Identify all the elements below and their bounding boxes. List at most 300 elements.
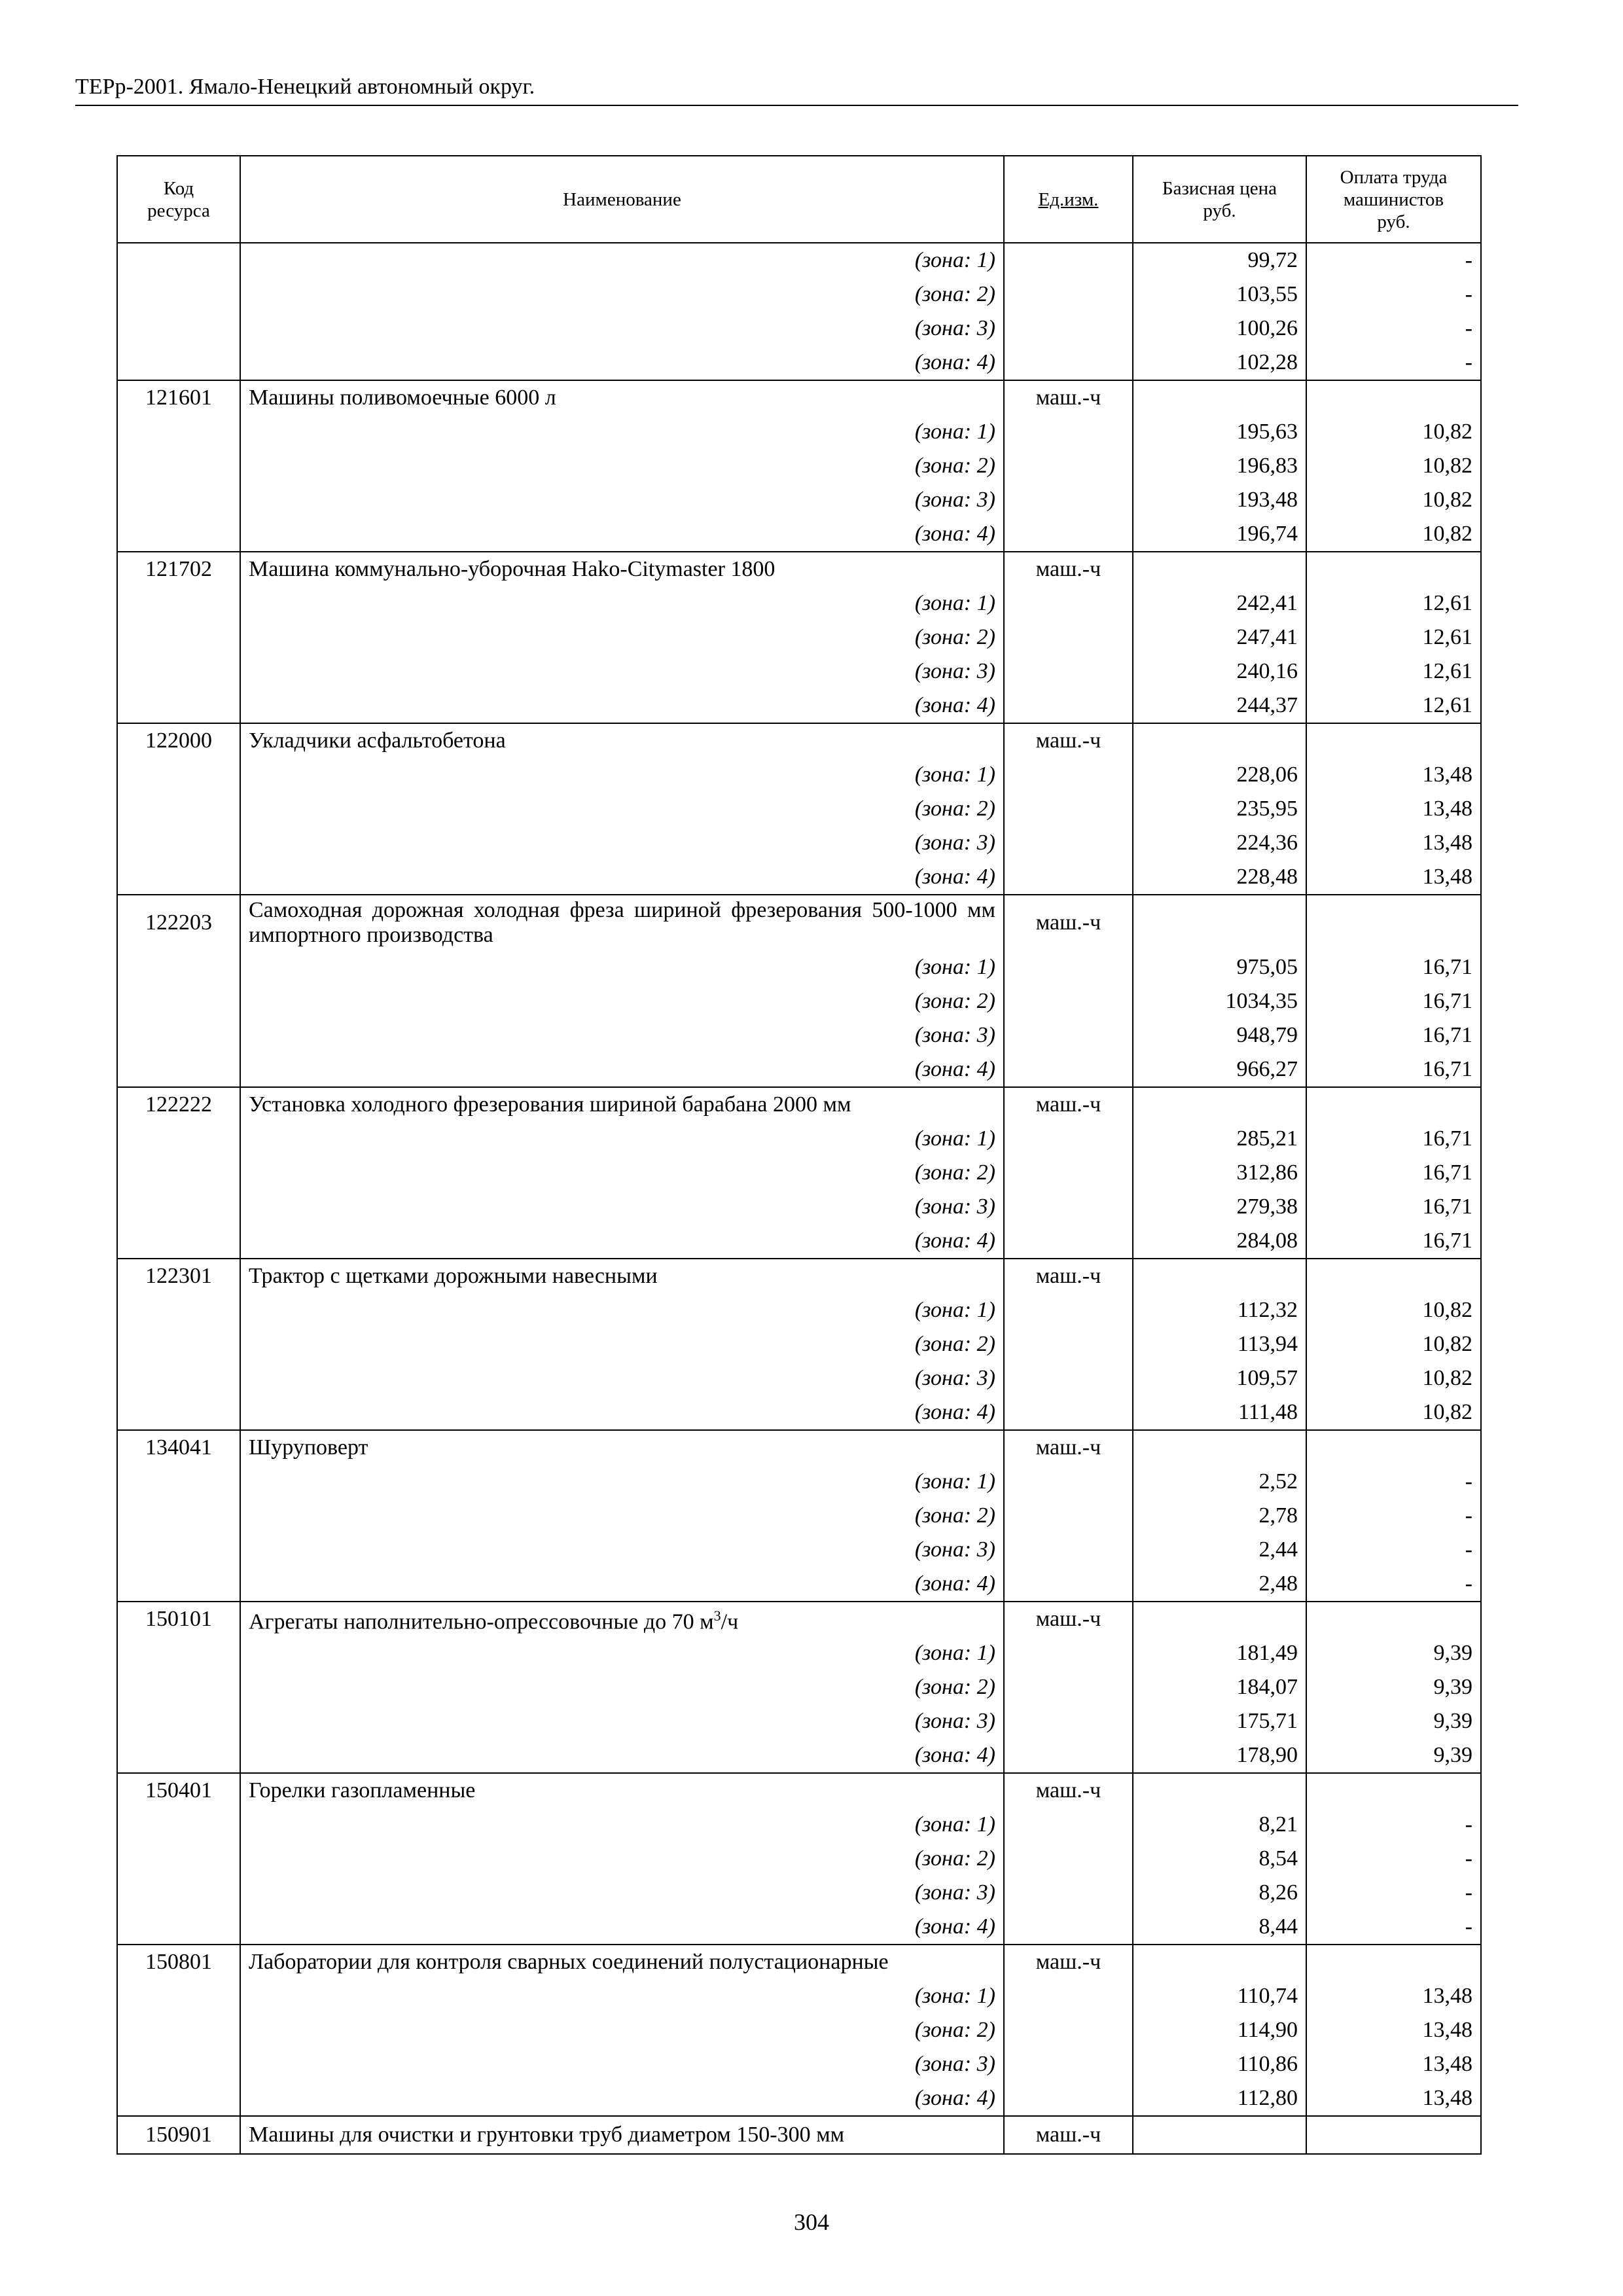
zone-machinist-pay: 9,39 — [1306, 1704, 1481, 1738]
resource-name — [240, 1087, 1004, 1122]
zone-row — [117, 1224, 1481, 1259]
zone-row — [117, 1327, 1481, 1361]
zone-base-price: 99,72 — [1133, 243, 1306, 278]
zone-row — [117, 1052, 1481, 1087]
resource-unit: маш.-ч — [1004, 1430, 1133, 1465]
resource-name — [240, 1430, 1004, 1465]
zone-row — [117, 1122, 1481, 1156]
zone-machinist-pay: 10,82 — [1306, 483, 1481, 517]
resource-price-empty — [1133, 895, 1306, 950]
zone-base-price: 112,32 — [1133, 1293, 1306, 1327]
zone-row — [117, 689, 1481, 723]
zone-unit-empty — [1004, 1018, 1133, 1052]
zone-row — [117, 2081, 1481, 2116]
zone-label: (зона: 2) — [240, 449, 1004, 483]
resource-unit: маш.-ч — [1004, 1259, 1133, 1293]
zone-unit-empty — [1004, 1156, 1133, 1190]
zone-machinist-pay: 16,71 — [1306, 1018, 1481, 1052]
resource-group — [117, 243, 1481, 380]
zone-label: (зона: 3) — [240, 1876, 1004, 1910]
header-price — [1133, 156, 1306, 243]
zone-label: (зона: 1) — [240, 1465, 1004, 1499]
zone-label: (зона: 4) — [240, 1052, 1004, 1087]
zone-label: (зона: 2) — [240, 792, 1004, 826]
zone-label: (зона: 1) — [240, 1808, 1004, 1842]
resource-group — [117, 1259, 1481, 1430]
zone-code-empty — [117, 1876, 240, 1910]
resource-name-text: Горелки газопламенные — [249, 1778, 476, 1803]
header-pay-line: Оплата труда — [1340, 166, 1448, 188]
zone-code-empty — [117, 860, 240, 895]
zone-row — [117, 449, 1481, 483]
zone-unit-empty — [1004, 1842, 1133, 1876]
zone-row — [117, 1567, 1481, 1602]
zone-unit-empty — [1004, 689, 1133, 723]
zone-row — [117, 792, 1481, 826]
resource-price-empty — [1133, 1259, 1306, 1293]
resource-group — [117, 723, 1481, 895]
zone-base-price: 1034,35 — [1133, 984, 1306, 1018]
resource-name-text: Машины для очистки и грунтовки труб диаметром 150-300 мм — [249, 2123, 845, 2147]
header-price-line: руб. — [1203, 200, 1236, 221]
zone-label: (зона: 4) — [240, 517, 1004, 552]
zone-machinist-pay: 12,61 — [1306, 655, 1481, 689]
zone-label: (зона: 1) — [240, 1636, 1004, 1670]
resource-pay-empty — [1306, 1087, 1481, 1122]
zone-code-empty — [117, 1018, 240, 1052]
zone-unit-empty — [1004, 1465, 1133, 1499]
resource-price-empty — [1133, 1773, 1306, 1808]
zone-code-empty — [117, 278, 240, 312]
zone-base-price: 110,74 — [1133, 1979, 1306, 2013]
zone-base-price: 195,63 — [1133, 415, 1306, 449]
zone-base-price: 966,27 — [1133, 1052, 1306, 1087]
zone-base-price: 224,36 — [1133, 826, 1306, 860]
zone-base-price: 2,44 — [1133, 1533, 1306, 1567]
zone-unit-empty — [1004, 1808, 1133, 1842]
header-pay-line: руб. — [1377, 211, 1410, 232]
resource-pay-empty — [1306, 1773, 1481, 1808]
zone-code-empty — [117, 1533, 240, 1567]
resource-code: 122222 — [117, 1087, 240, 1122]
zone-unit-empty — [1004, 950, 1133, 984]
resource-name-text: Установка холодного фрезерования шириной барабана 2000 мм — [249, 1092, 851, 1117]
zone-code-empty — [117, 1293, 240, 1327]
resource-title-row — [117, 1602, 1481, 1636]
zone-unit-empty — [1004, 449, 1133, 483]
zone-code-empty — [117, 2081, 240, 2116]
zone-unit-empty — [1004, 1738, 1133, 1773]
resource-unit: маш.-ч — [1004, 1945, 1133, 1979]
resource-title-row — [117, 1259, 1481, 1293]
resource-code: 121702 — [117, 552, 240, 586]
resource-pay-empty — [1306, 895, 1481, 950]
zone-machinist-pay: 16,71 — [1306, 950, 1481, 984]
zone-machinist-pay: 13,48 — [1306, 1979, 1481, 2013]
zone-unit-empty — [1004, 1052, 1133, 1087]
zone-row — [117, 860, 1481, 895]
zone-machinist-pay: - — [1306, 243, 1481, 278]
zone-unit-empty — [1004, 2081, 1133, 2116]
zone-code-empty — [117, 1190, 240, 1224]
resource-name — [240, 723, 1004, 758]
zone-code-empty — [117, 758, 240, 792]
zone-code-empty — [117, 655, 240, 689]
zone-label: (зона: 3) — [240, 1361, 1004, 1395]
header-name — [240, 156, 1004, 243]
resource-name — [240, 1602, 1004, 1636]
header-pay — [1306, 156, 1481, 243]
resource-name — [240, 380, 1004, 415]
zone-machinist-pay: 10,82 — [1306, 1327, 1481, 1361]
zone-label: (зона: 3) — [240, 1704, 1004, 1738]
zone-code-empty — [117, 415, 240, 449]
zone-base-price: 235,95 — [1133, 792, 1306, 826]
resource-price-empty — [1133, 723, 1306, 758]
zone-row — [117, 1738, 1481, 1773]
zone-label: (зона: 2) — [240, 2013, 1004, 2047]
zone-unit-empty — [1004, 278, 1133, 312]
zone-code-empty — [117, 517, 240, 552]
resource-pay-empty — [1306, 1945, 1481, 1979]
zone-code-empty — [117, 1224, 240, 1259]
zone-base-price: 948,79 — [1133, 1018, 1306, 1052]
zone-code-empty — [117, 620, 240, 655]
zone-base-price: 244,37 — [1133, 689, 1306, 723]
zone-base-price: 2,78 — [1133, 1499, 1306, 1533]
zone-label: (зона: 4) — [240, 346, 1004, 380]
zone-unit-empty — [1004, 1122, 1133, 1156]
zone-unit-empty — [1004, 1533, 1133, 1567]
zone-base-price: 102,28 — [1133, 346, 1306, 380]
resource-pay-empty — [1306, 2116, 1481, 2154]
resource-unit: маш.-ч — [1004, 380, 1133, 415]
resource-pay-empty — [1306, 1430, 1481, 1465]
zone-row — [117, 1533, 1481, 1567]
zone-base-price: 193,48 — [1133, 483, 1306, 517]
zone-row — [117, 1156, 1481, 1190]
resource-name — [240, 1259, 1004, 1293]
zone-row — [117, 243, 1481, 278]
zone-code-empty — [117, 1499, 240, 1533]
zone-base-price: 2,48 — [1133, 1567, 1306, 1602]
zone-code-empty — [117, 1122, 240, 1156]
zone-code-empty — [117, 826, 240, 860]
resource-name-suffix: /ч — [721, 1609, 739, 1634]
zone-unit-empty — [1004, 758, 1133, 792]
resource-name-text: Шуруповерт — [249, 1435, 368, 1460]
resource-code: 121601 — [117, 380, 240, 415]
resource-group — [117, 2116, 1481, 2154]
zone-label: (зона: 2) — [240, 1842, 1004, 1876]
zone-row — [117, 2013, 1481, 2047]
resource-unit: маш.-ч — [1004, 895, 1133, 950]
zone-label: (зона: 3) — [240, 655, 1004, 689]
zone-machinist-pay: 9,39 — [1306, 1636, 1481, 1670]
zone-machinist-pay: - — [1306, 1465, 1481, 1499]
zone-label: (зона: 2) — [240, 278, 1004, 312]
zone-code-empty — [117, 243, 240, 278]
zone-base-price: 112,80 — [1133, 2081, 1306, 2116]
zone-row — [117, 346, 1481, 380]
resource-price-empty — [1133, 1087, 1306, 1122]
zone-code-empty — [117, 1636, 240, 1670]
zone-machinist-pay: - — [1306, 1533, 1481, 1567]
zone-machinist-pay: 10,82 — [1306, 517, 1481, 552]
zone-code-empty — [117, 1361, 240, 1395]
zone-code-empty — [117, 312, 240, 346]
resource-name — [240, 1945, 1004, 1979]
zone-row — [117, 1636, 1481, 1670]
zone-machinist-pay: 10,82 — [1306, 1395, 1481, 1430]
resource-pay-empty — [1306, 380, 1481, 415]
zone-unit-empty — [1004, 586, 1133, 620]
zone-code-empty — [117, 950, 240, 984]
zone-base-price: 113,94 — [1133, 1327, 1306, 1361]
zone-code-empty — [117, 1670, 240, 1704]
zone-machinist-pay: 13,48 — [1306, 2013, 1481, 2047]
zone-label: (зона: 2) — [240, 1670, 1004, 1704]
zone-machinist-pay: 10,82 — [1306, 449, 1481, 483]
zone-unit-empty — [1004, 826, 1133, 860]
zone-base-price: 242,41 — [1133, 586, 1306, 620]
zone-base-price: 247,41 — [1133, 620, 1306, 655]
resource-name — [240, 552, 1004, 586]
zone-unit-empty — [1004, 312, 1133, 346]
zone-row — [117, 1499, 1481, 1533]
zone-base-price: 109,57 — [1133, 1361, 1306, 1395]
zone-label: (зона: 3) — [240, 2047, 1004, 2081]
resource-name-text: Укладчики асфальтобетона — [249, 728, 506, 753]
zone-machinist-pay: - — [1306, 1842, 1481, 1876]
zone-base-price: 100,26 — [1133, 312, 1306, 346]
zone-machinist-pay: 16,71 — [1306, 1122, 1481, 1156]
zone-row — [117, 620, 1481, 655]
zone-unit-empty — [1004, 792, 1133, 826]
zone-label: (зона: 3) — [240, 1533, 1004, 1567]
resource-pay-empty — [1306, 1259, 1481, 1293]
zone-unit-empty — [1004, 2013, 1133, 2047]
zone-code-empty — [117, 449, 240, 483]
zone-row — [117, 1910, 1481, 1945]
zone-base-price: 196,74 — [1133, 517, 1306, 552]
zone-machinist-pay: - — [1306, 1910, 1481, 1945]
zone-label: (зона: 2) — [240, 984, 1004, 1018]
zone-base-price: 196,83 — [1133, 449, 1306, 483]
resource-title-row — [117, 1087, 1481, 1122]
zone-unit-empty — [1004, 1361, 1133, 1395]
zone-label: (зона: 4) — [240, 1910, 1004, 1945]
zone-label: (зона: 1) — [240, 758, 1004, 792]
zone-base-price: 8,21 — [1133, 1808, 1306, 1842]
zone-label: (зона: 4) — [240, 1738, 1004, 1773]
zone-machinist-pay: 12,61 — [1306, 689, 1481, 723]
header-unit-label: Ед.изм. — [1038, 188, 1099, 210]
zone-row — [117, 1395, 1481, 1430]
page-number: 304 — [794, 2209, 829, 2235]
resource-price-empty — [1133, 380, 1306, 415]
zone-base-price: 8,26 — [1133, 1876, 1306, 1910]
resource-group — [117, 1773, 1481, 1945]
zone-machinist-pay: - — [1306, 1499, 1481, 1533]
resource-price-empty — [1133, 1430, 1306, 1465]
zone-unit-empty — [1004, 2047, 1133, 2081]
zone-label: (зона: 3) — [240, 312, 1004, 346]
zone-row — [117, 1808, 1481, 1842]
zone-row — [117, 278, 1481, 312]
zone-machinist-pay: 13,48 — [1306, 860, 1481, 895]
resource-name — [240, 895, 1004, 950]
resource-title-row — [117, 1773, 1481, 1808]
zone-machinist-pay: 16,71 — [1306, 1190, 1481, 1224]
zone-unit-empty — [1004, 984, 1133, 1018]
zone-machinist-pay: 16,71 — [1306, 1224, 1481, 1259]
zone-unit-empty — [1004, 243, 1133, 278]
zone-label: (зона: 1) — [240, 586, 1004, 620]
zone-row — [117, 1018, 1481, 1052]
zone-machinist-pay: 16,71 — [1306, 1156, 1481, 1190]
resource-group — [117, 380, 1481, 552]
zone-code-empty — [117, 1842, 240, 1876]
zone-unit-empty — [1004, 1636, 1133, 1670]
resource-unit: маш.-ч — [1004, 1087, 1133, 1122]
zone-code-empty — [117, 1979, 240, 2013]
zone-machinist-pay: 13,48 — [1306, 2047, 1481, 2081]
zone-label: (зона: 3) — [240, 826, 1004, 860]
zone-row — [117, 984, 1481, 1018]
zone-base-price: 184,07 — [1133, 1670, 1306, 1704]
resource-unit: маш.-ч — [1004, 552, 1133, 586]
resource-price-empty — [1133, 552, 1306, 586]
running-header: ТЕРр-2001. Ямало-Ненецкий автономный округ. — [75, 75, 535, 99]
zone-base-price: 2,52 — [1133, 1465, 1306, 1499]
resource-name-superscript: 3 — [713, 1607, 721, 1624]
resource-title-row — [117, 2116, 1481, 2154]
zone-machinist-pay: 9,39 — [1306, 1738, 1481, 1773]
zone-label: (зона: 1) — [240, 1293, 1004, 1327]
resource-pay-empty — [1306, 1602, 1481, 1636]
zone-machinist-pay: 16,71 — [1306, 1052, 1481, 1087]
zone-base-price: 240,16 — [1133, 655, 1306, 689]
zone-base-price: 111,48 — [1133, 1395, 1306, 1430]
zone-row — [117, 312, 1481, 346]
resource-unit: маш.-ч — [1004, 1773, 1133, 1808]
zone-unit-empty — [1004, 1876, 1133, 1910]
header-rule — [75, 105, 1518, 106]
zone-base-price: 181,49 — [1133, 1636, 1306, 1670]
zone-code-empty — [117, 346, 240, 380]
zone-machinist-pay: 13,48 — [1306, 826, 1481, 860]
zone-machinist-pay: 9,39 — [1306, 1670, 1481, 1704]
zone-base-price: 312,86 — [1133, 1156, 1306, 1190]
zone-row — [117, 758, 1481, 792]
zone-label: (зона: 4) — [240, 1567, 1004, 1602]
resource-pay-empty — [1306, 723, 1481, 758]
zone-machinist-pay: - — [1306, 1808, 1481, 1842]
zone-label: (зона: 2) — [240, 1327, 1004, 1361]
zone-unit-empty — [1004, 1327, 1133, 1361]
resource-name-text: Агрегаты наполнительно-опрессовочные до 70 м — [249, 1609, 714, 1634]
header-pay-line: машинистов — [1343, 188, 1444, 210]
resource-code: 134041 — [117, 1430, 240, 1465]
zone-code-empty — [117, 1156, 240, 1190]
zone-base-price: 228,48 — [1133, 860, 1306, 895]
zone-unit-empty — [1004, 1910, 1133, 1945]
zone-label: (зона: 2) — [240, 1499, 1004, 1533]
zone-base-price: 228,06 — [1133, 758, 1306, 792]
zone-row — [117, 586, 1481, 620]
zone-code-empty — [117, 1395, 240, 1430]
zone-machinist-pay: - — [1306, 1567, 1481, 1602]
zone-code-empty — [117, 1738, 240, 1773]
zone-label: (зона: 4) — [240, 1224, 1004, 1259]
zone-machinist-pay: - — [1306, 312, 1481, 346]
zone-label: (зона: 4) — [240, 1395, 1004, 1430]
resource-pay-empty — [1306, 552, 1481, 586]
zone-unit-empty — [1004, 860, 1133, 895]
zone-label: (зона: 3) — [240, 1190, 1004, 1224]
zone-unit-empty — [1004, 415, 1133, 449]
resource-code: 150401 — [117, 1773, 240, 1808]
zone-row — [117, 517, 1481, 552]
resource-unit: маш.-ч — [1004, 2116, 1133, 2154]
zone-label: (зона: 1) — [240, 243, 1004, 278]
zone-code-empty — [117, 1465, 240, 1499]
zone-label: (зона: 1) — [240, 1979, 1004, 2013]
zone-code-empty — [117, 1567, 240, 1602]
resource-code: 122203 — [117, 895, 240, 950]
zone-code-empty — [117, 1052, 240, 1087]
zone-machinist-pay: 13,48 — [1306, 792, 1481, 826]
zone-row — [117, 1670, 1481, 1704]
zone-unit-empty — [1004, 655, 1133, 689]
resource-title-row — [117, 1430, 1481, 1465]
header-price-line: Базисная цена — [1162, 177, 1277, 199]
zone-unit-empty — [1004, 1670, 1133, 1704]
zone-row — [117, 1979, 1481, 2013]
header-code-line: ресурса — [147, 200, 210, 221]
resource-name-text: Машины поливомоечные 6000 л — [249, 386, 556, 410]
zone-unit-empty — [1004, 1395, 1133, 1430]
zone-unit-empty — [1004, 1567, 1133, 1602]
zone-code-empty — [117, 984, 240, 1018]
zone-machinist-pay: 10,82 — [1306, 415, 1481, 449]
zone-label: (зона: 2) — [240, 1156, 1004, 1190]
zone-row — [117, 1293, 1481, 1327]
resource-code: 150901 — [117, 2116, 240, 2154]
zone-unit-empty — [1004, 483, 1133, 517]
zone-machinist-pay: 12,61 — [1306, 586, 1481, 620]
zone-code-empty — [117, 1808, 240, 1842]
resource-name — [240, 1773, 1004, 1808]
zone-unit-empty — [1004, 346, 1133, 380]
resource-code: 122000 — [117, 723, 240, 758]
resource-code: 150101 — [117, 1602, 240, 1636]
table-header-row — [117, 156, 1481, 243]
zone-machinist-pay: 13,48 — [1306, 758, 1481, 792]
zone-base-price: 178,90 — [1133, 1738, 1306, 1773]
resource-title-row — [117, 1945, 1481, 1979]
resource-name — [240, 2116, 1004, 2154]
zone-unit-empty — [1004, 517, 1133, 552]
resource-unit: маш.-ч — [1004, 723, 1133, 758]
zone-row — [117, 1842, 1481, 1876]
zone-unit-empty — [1004, 1190, 1133, 1224]
zone-row — [117, 950, 1481, 984]
zone-code-empty — [117, 792, 240, 826]
zone-row — [117, 483, 1481, 517]
resource-title-row — [117, 380, 1481, 415]
